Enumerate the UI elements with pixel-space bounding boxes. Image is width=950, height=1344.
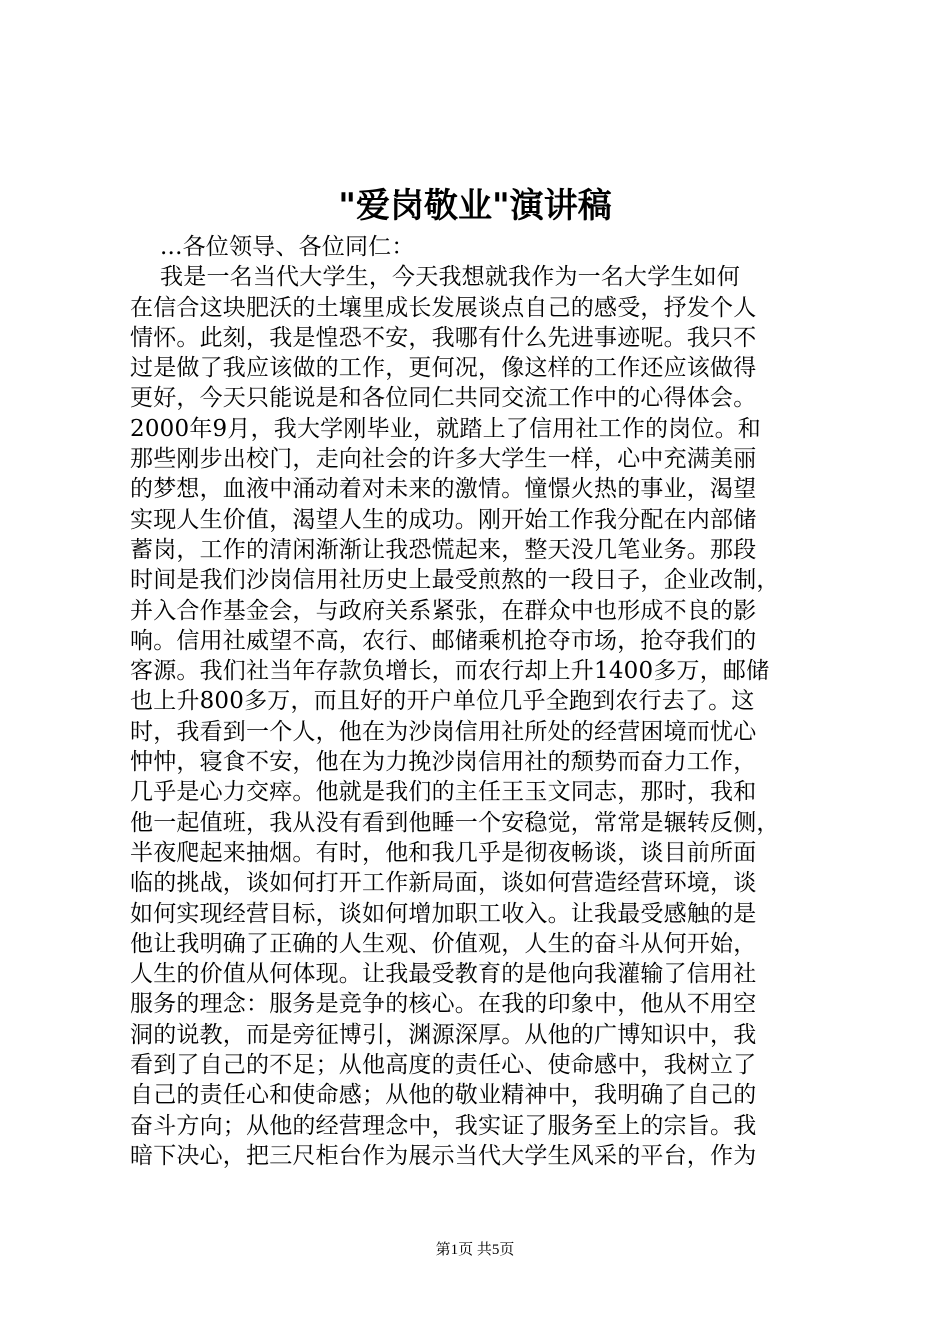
body-line: 忡忡，寝食不安，他在为力挽沙岗信用社的颓势而奋力工作， — [130, 749, 757, 776]
body-line: 我是一名当代大学生，今天我想就我作为一名大学生如何 — [130, 264, 741, 291]
page-footer: 第1页 共5页 — [435, 1242, 515, 1258]
body-line: 几乎是心力交瘁。他就是我们的主任王玉文同志，那时，我和 — [130, 779, 757, 806]
body-line: 在信合这块肥沃的土壤里成长发展谈点自己的感受，抒发个人 — [130, 294, 757, 321]
body-line: 他一起值班，我从没有看到他睡一个安稳觉，常常是辗转反侧， — [130, 809, 780, 836]
body-line: 如何实现经营目标，谈如何增加职工收入。让我最受感触的是 — [130, 900, 757, 927]
body-line: 时，我看到一个人，他在为沙岗信用社所处的经营困境而忧心 — [130, 718, 757, 745]
body-line: 暗下决心，把三尺柜台作为展示当代大学生风采的平台，作为 — [130, 1142, 757, 1169]
body-line: 情怀。此刻，我是惶恐不安，我哪有什么先进事迹呢。我只不 — [130, 324, 757, 351]
body-line: 更好，今天只能说是和各位同仁共同交流工作中的心得体会。 — [130, 385, 757, 412]
body-line: 奋斗方向；从他的经营理念中，我实证了服务至上的宗旨。我 — [130, 1112, 757, 1139]
body-line: 蓄岗，工作的清闲渐渐让我恐慌起来，整天没几笔业务。那段 — [130, 536, 757, 563]
body-line: ...各位领导、各位同仁： — [130, 234, 415, 260]
document-body — [130, 232, 830, 1171]
body-line: 洞的说教，而是旁征博引，渊源深厚。从他的广博知识中，我 — [130, 1021, 757, 1048]
document-title: "爱岗敬业"演讲稿 — [338, 186, 612, 226]
body-line: 时间是我们沙岗信用社历史上最受煎熬的一段日子，企业改制， — [130, 567, 780, 594]
body-line: 响。信用社威望不高，农行、邮储乘机抢夺市场，抢夺我们的 — [130, 627, 757, 654]
body-line: 过是做了我应该做的工作，更何况，像这样的工作还应该做得 — [130, 355, 757, 382]
body-line: 半夜爬起来抽烟。有时，他和我几乎是彻夜畅谈，谈目前所面 — [130, 839, 757, 866]
body-line: 实现人生价值，渴望人生的成功。刚开始工作我分配在内部储 — [130, 506, 757, 533]
body-line: 并入合作基金会，与政府关系紧张，在群众中也形成不良的影 — [130, 597, 757, 624]
body-line: 看到了自己的不足；从他高度的责任心、使命感中，我树立了 — [130, 1052, 757, 1079]
body-line: 他让我明确了正确的人生观、价值观，人生的奋斗从何开始， — [130, 930, 757, 957]
body-line: 人生的价值从何体现。让我最受教育的是他向我灌输了信用社 — [130, 961, 757, 988]
body-line: 自己的责任心和使命感；从他的敬业精神中，我明确了自己的 — [130, 1082, 757, 1109]
body-line: 那些刚步出校门，走向社会的许多大学生一样，心中充满美丽 — [130, 446, 757, 473]
body-line: 服务的理念：服务是竞争的核心。在我的印象中，他从不用空 — [130, 991, 757, 1018]
body-line: 2000年9月，我大学刚毕业，就踏上了信用社工作的岗位。和 — [130, 415, 761, 442]
body-line: 也上升800多万，而且好的开户单位几乎全跑到农行去了。这 — [130, 688, 755, 715]
body-line: 临的挑战，谈如何打开工作新局面，谈如何营造经营环境，谈 — [130, 870, 757, 897]
body-line: 客源。我们社当年存款负增长，而农行却上升1400多万，邮储 — [130, 658, 770, 685]
body-line: 的梦想，血液中涌动着对未来的激情。憧憬火热的事业，渴望 — [130, 476, 757, 503]
